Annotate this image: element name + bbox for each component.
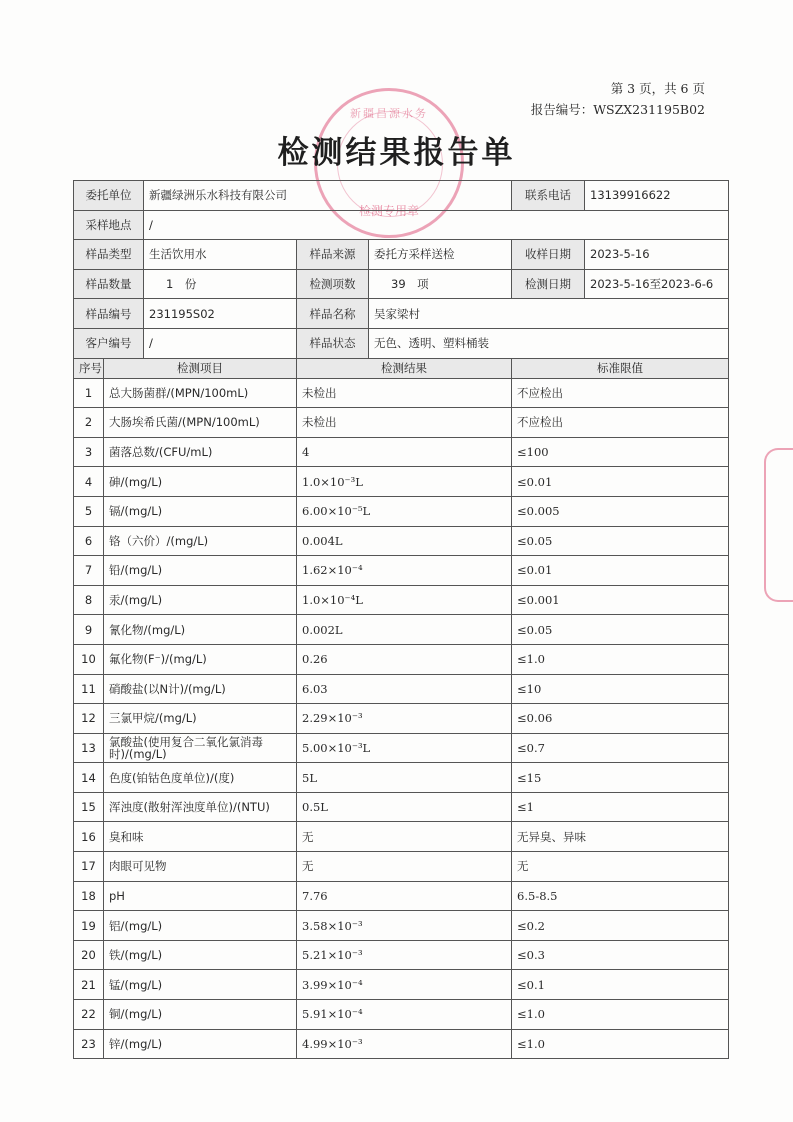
row-number: 4 (74, 467, 104, 497)
row-number: 13 (74, 733, 104, 763)
info-row (74, 181, 729, 211)
seal-top-text: 新疆昌源水务 (350, 107, 428, 120)
test-result: 0.26 (297, 644, 512, 674)
test-result: 无 (297, 852, 512, 882)
test-item: 砷/(mg/L) (104, 467, 297, 497)
test-item: 锌/(mg/L) (104, 1029, 297, 1059)
table-row (74, 704, 729, 734)
row-number: 8 (74, 585, 104, 615)
test-item: 氯酸盐(使用复合二氧化氯消毒时)/(mg/L) (104, 733, 297, 763)
results-header-row (74, 358, 729, 378)
table-row (74, 615, 729, 645)
item-count-label: 检测项数 (297, 269, 369, 299)
source-label: 样品来源 (297, 240, 369, 270)
phone-value: 13139916622 (585, 181, 729, 211)
page-header (531, 78, 705, 120)
table-row (74, 644, 729, 674)
test-date-value: 2023-5-16至2023-6-6 (585, 269, 729, 299)
results-section (74, 378, 729, 1059)
test-result: 1.0×10⁻³L (297, 467, 512, 497)
test-result: 4 (297, 437, 512, 467)
info-row (74, 240, 729, 270)
test-item: 浑浊度(散射浑浊度单位)/(NTU) (104, 792, 297, 822)
type-label: 样品类型 (74, 240, 144, 270)
table-row (74, 1000, 729, 1030)
test-item: 硝酸盐(以N计)/(mg/L) (104, 674, 297, 704)
test-item: 色度(铂钴色度单位)/(度) (104, 763, 297, 793)
test-result: 0.004L (297, 526, 512, 556)
sample-state-value: 无色、透明、塑料桶装 (369, 328, 729, 358)
row-number: 21 (74, 970, 104, 1000)
row-number: 14 (74, 763, 104, 793)
standard-limit: ≤0.005 (512, 496, 729, 526)
row-number: 17 (74, 852, 104, 882)
test-item: 臭和味 (104, 822, 297, 852)
row-number: 2 (74, 408, 104, 438)
standard-limit: ≤0.06 (512, 704, 729, 734)
standard-limit: ≤1.0 (512, 1029, 729, 1059)
row-number: 9 (74, 615, 104, 645)
standard-limit: 6.5-8.5 (512, 881, 729, 911)
test-item: 铬（六价）/(mg/L) (104, 526, 297, 556)
sample-number-label: 样品编号 (74, 299, 144, 329)
test-result: 6.03 (297, 674, 512, 704)
row-number: 18 (74, 881, 104, 911)
page-indicator: 第 3 页，共 6 页 (610, 81, 705, 96)
row-number: 16 (74, 822, 104, 852)
test-result: 5.91×10⁻⁴ (297, 1000, 512, 1030)
test-result: 0.5L (297, 792, 512, 822)
standard-limit: ≤10 (512, 674, 729, 704)
test-result: 5.21×10⁻³ (297, 940, 512, 970)
row-number: 1 (74, 378, 104, 408)
test-item: pH (104, 881, 297, 911)
table-row (74, 408, 729, 438)
table-row (74, 526, 729, 556)
standard-limit: 无异臭、异味 (512, 822, 729, 852)
table-row (74, 970, 729, 1000)
report-title: 检测结果报告单 (277, 135, 516, 171)
customer-number-value: / (144, 328, 297, 358)
test-result: 5L (297, 763, 512, 793)
test-item: 菌落总数/(CFU/mL) (104, 437, 297, 467)
standard-limit: ≤1.0 (512, 644, 729, 674)
test-item: 铅/(mg/L) (104, 556, 297, 586)
item-count-value: 39 项 (369, 269, 512, 299)
table-row (74, 822, 729, 852)
table-row (74, 763, 729, 793)
table-row (74, 881, 729, 911)
table-row (74, 911, 729, 941)
test-item: 铁/(mg/L) (104, 940, 297, 970)
test-result: 0.002L (297, 615, 512, 645)
test-result: 2.29×10⁻³ (297, 704, 512, 734)
test-item: 汞/(mg/L) (104, 585, 297, 615)
test-result: 7.76 (297, 881, 512, 911)
row-number: 11 (74, 674, 104, 704)
test-result: 3.58×10⁻³ (297, 911, 512, 941)
standard-limit: ≤0.2 (512, 911, 729, 941)
report-number: 报告编号：WSZX231195B02 (530, 102, 705, 117)
receive-date-label: 收样日期 (512, 240, 585, 270)
test-result: 无 (297, 822, 512, 852)
report-table (73, 180, 729, 1059)
header-no: 序号 (74, 358, 104, 378)
standard-limit: ≤0.7 (512, 733, 729, 763)
edge-seal-stamp (764, 448, 793, 602)
quantity-value: 1 份 (144, 269, 297, 299)
standard-limit: ≤0.1 (512, 970, 729, 1000)
table-row (74, 378, 729, 408)
standard-limit: ≤100 (512, 437, 729, 467)
test-item: 肉眼可见物 (104, 852, 297, 882)
row-number: 23 (74, 1029, 104, 1059)
standard-limit: ≤0.001 (512, 585, 729, 615)
test-item: 氰化物/(mg/L) (104, 615, 297, 645)
standard-limit: ≤0.01 (512, 556, 729, 586)
phone-label: 联系电话 (512, 181, 585, 211)
standard-limit: ≤0.01 (512, 467, 729, 497)
table-row (74, 585, 729, 615)
quantity-label: 样品数量 (74, 269, 144, 299)
customer-number-label: 客户编号 (74, 328, 144, 358)
row-number: 5 (74, 496, 104, 526)
table-row (74, 1029, 729, 1059)
test-result: 3.99×10⁻⁴ (297, 970, 512, 1000)
row-number: 15 (74, 792, 104, 822)
standard-limit: ≤0.3 (512, 940, 729, 970)
sample-name-value: 吴家梁村 (369, 299, 729, 329)
test-result: 未检出 (297, 408, 512, 438)
info-row (74, 299, 729, 329)
info-row (74, 269, 729, 299)
standard-limit: 不应检出 (512, 408, 729, 438)
sample-number-value: 231195S02 (144, 299, 297, 329)
table-row (74, 852, 729, 882)
info-row (74, 210, 729, 240)
test-item: 大肠埃希氏菌/(MPN/100mL) (104, 408, 297, 438)
row-number: 20 (74, 940, 104, 970)
site-value: / (144, 210, 729, 240)
row-number: 12 (74, 704, 104, 734)
header-result: 检测结果 (297, 358, 512, 378)
info-section (74, 181, 729, 379)
table-row (74, 940, 729, 970)
row-number: 7 (74, 556, 104, 586)
test-result: 未检出 (297, 378, 512, 408)
table-row (74, 496, 729, 526)
test-result: 6.00×10⁻⁵L (297, 496, 512, 526)
standard-limit: ≤1 (512, 792, 729, 822)
test-result: 1.62×10⁻⁴ (297, 556, 512, 586)
table-row (74, 674, 729, 704)
standard-limit: 无 (512, 852, 729, 882)
type-value: 生活饮用水 (144, 240, 297, 270)
test-result: 1.0×10⁻⁴L (297, 585, 512, 615)
standard-limit: ≤0.05 (512, 615, 729, 645)
table-row (74, 556, 729, 586)
row-number: 19 (74, 911, 104, 941)
test-item: 铜/(mg/L) (104, 1000, 297, 1030)
standard-limit: ≤0.05 (512, 526, 729, 556)
receive-date-value: 2023-5-16 (585, 240, 729, 270)
test-result: 4.99×10⁻³ (297, 1029, 512, 1059)
test-result: 5.00×10⁻³L (297, 733, 512, 763)
test-date-label: 检测日期 (512, 269, 585, 299)
header-item: 检测项目 (104, 358, 297, 378)
client-value: 新疆绿洲乐水科技有限公司 (144, 181, 512, 211)
row-number: 3 (74, 437, 104, 467)
client-label: 委托单位 (74, 181, 144, 211)
test-item: 镉/(mg/L) (104, 496, 297, 526)
test-item: 锰/(mg/L) (104, 970, 297, 1000)
site-label: 采样地点 (74, 210, 144, 240)
row-number: 22 (74, 1000, 104, 1030)
row-number: 10 (74, 644, 104, 674)
source-value: 委托方采样送检 (369, 240, 512, 270)
table-row (74, 437, 729, 467)
row-number: 6 (74, 526, 104, 556)
standard-limit: ≤15 (512, 763, 729, 793)
seal-bottom-text: 检测专用章 (358, 204, 419, 218)
header-limit: 标准限值 (512, 358, 729, 378)
table-row (74, 467, 729, 497)
test-item: 总大肠菌群/(MPN/100mL) (104, 378, 297, 408)
test-item: 铝/(mg/L) (104, 911, 297, 941)
sample-state-label: 样品状态 (297, 328, 369, 358)
test-item: 氟化物(F⁻)/(mg/L) (104, 644, 297, 674)
info-row (74, 328, 729, 358)
sample-name-label: 样品名称 (297, 299, 369, 329)
test-item: 三氯甲烷/(mg/L) (104, 704, 297, 734)
table-row (74, 792, 729, 822)
standard-limit: 不应检出 (512, 378, 729, 408)
standard-limit: ≤1.0 (512, 1000, 729, 1030)
table-row (74, 733, 729, 763)
